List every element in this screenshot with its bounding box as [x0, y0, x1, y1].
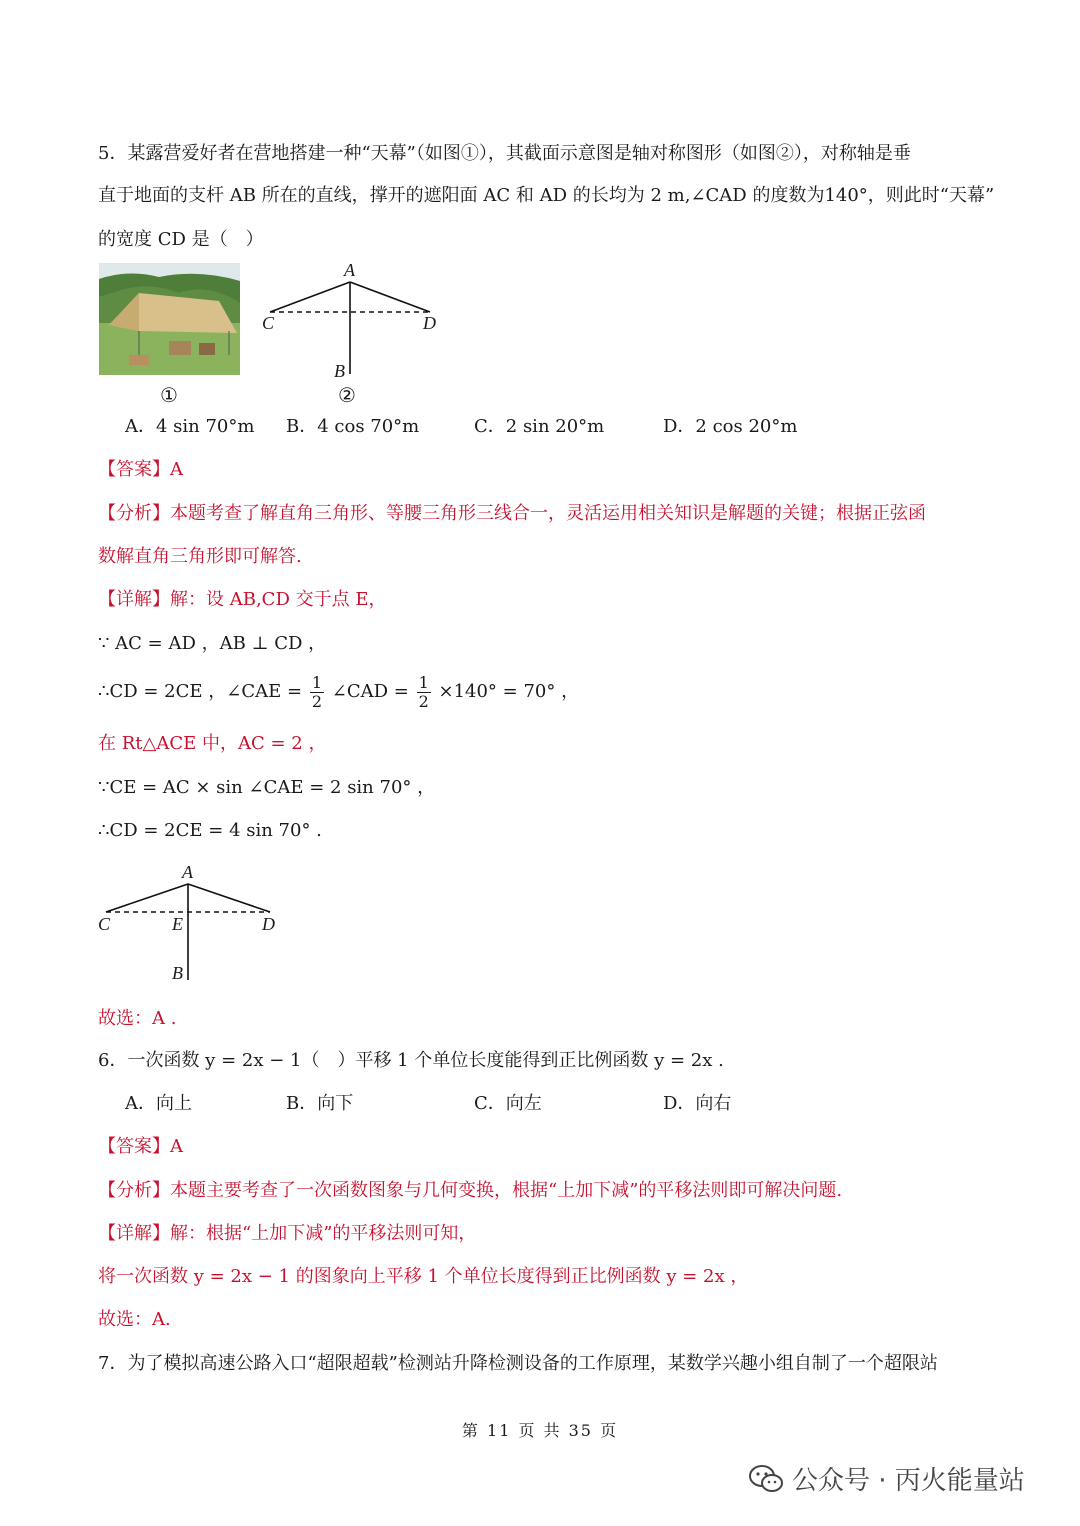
q5-stem-line2: 直于地面的支杆 AB 所在的直线，撑开的遮阳面 AC 和 AD 的长均为 2 m,∠CAD 的度数为140°，则此时“天幕”	[98, 185, 995, 206]
q5-step2-part-c: ×140° = 70° ，	[438, 681, 580, 702]
fraction-half-2	[417, 674, 431, 711]
fig2-label-A: A	[344, 260, 355, 280]
q7-stem: 7．为了模拟高速公路入口“超限超载”检测站升降检测设备的工作原理，某数学兴趣小组自制了一个超限站	[98, 1353, 938, 1374]
fig2-caption: ②	[338, 383, 356, 407]
fig2-label-B: B	[334, 361, 345, 381]
q5-option-b: B．4 cos 70°m	[286, 416, 420, 437]
fig3-label-D: D	[262, 914, 275, 934]
q5-option-a: A．4 sin 70°m	[125, 416, 255, 437]
q6-detail-line2: 将一次函数 y = 2x − 1 的图象向上平移 1 个单位长度得到正比例函数 y = 2x ，	[98, 1266, 749, 1287]
q5-detail-tag: 【详解】	[98, 589, 170, 610]
q5-conclusion: 故选：A .	[98, 1008, 177, 1029]
tent-photo	[99, 263, 240, 375]
q6-conclusion: 故选：A.	[98, 1309, 171, 1330]
page-footer: 第 11 页 共 35 页	[461, 1421, 619, 1440]
fig3-label-C: C	[98, 914, 111, 934]
fig2-label-C: C	[262, 313, 275, 333]
q6-answer-tag: 【答案】	[98, 1136, 170, 1157]
q6-option-a: A．向上	[125, 1093, 192, 1114]
fig3-label-B: B	[172, 963, 183, 983]
fraction-numerator: 1	[418, 672, 429, 692]
q5-step2	[98, 672, 579, 712]
q6-stem: 6．一次函数 y = 2x − 1（ ）平移 1 个单位长度能得到正比例函数 y = 2x .	[98, 1050, 724, 1071]
q5-analysis-text1: 本题考查了解直角三角形、等腰三角形三线合一，灵活运用相关知识是解题的关键；根据正弦函	[170, 503, 926, 524]
q5-detail-text0: 解：设 AB,CD 交于点 E，	[170, 589, 387, 610]
q6-detail-text1: 解：根据“上加下减”的平移法则可知，	[170, 1223, 477, 1244]
q5-answer-tag: 【答案】	[98, 459, 170, 480]
fig3-label-A: A	[182, 862, 193, 882]
q6-option-d: D．向右	[663, 1093, 732, 1114]
q5-step2-part-a: ∴CD = 2CE ，∠CAE =	[98, 681, 303, 702]
q5-analysis-tag: 【分析】	[98, 503, 170, 524]
q5-option-d: D．2 cos 20°m	[663, 416, 798, 437]
fraction-half-1	[310, 674, 324, 711]
q6-answer	[98, 1135, 183, 1159]
q5-step5: ∴CD = 2CE = 4 sin 70° .	[98, 820, 322, 841]
q5-step2-part-b: ∠CAD =	[331, 681, 409, 702]
q5-detail-line0	[98, 588, 386, 612]
q6-detail-line1	[98, 1222, 476, 1246]
fig3-label-E: E	[172, 914, 183, 934]
wechat-icon	[748, 1464, 784, 1494]
q6-option-b: B．向下	[286, 1093, 354, 1114]
q5-step4: ∵CE = AC × sin ∠CAE = 2 sin 70° ，	[98, 777, 436, 798]
q6-option-c: C．向左	[474, 1093, 542, 1114]
fraction-denominator: 2	[418, 691, 429, 711]
fig1-caption: ①	[160, 383, 178, 407]
q5-step3: 在 Rt△ACE 中，AC = 2 ，	[98, 733, 327, 754]
q5-stem-line3: 的宽度 CD 是（ ）	[98, 229, 264, 250]
watermark	[748, 1460, 1025, 1497]
q5-answer	[98, 458, 183, 482]
q5-answer-value: A	[170, 459, 183, 480]
q6-detail-tag: 【详解】	[98, 1223, 170, 1244]
watermark-text: 公众号 · 丙火能量站	[792, 1466, 1025, 1496]
q6-analysis-text: 本题主要考查了一次函数图象与几何变换，根据“上加下减”的平移法则即可解决问题.	[170, 1180, 843, 1201]
q5-option-c: C．2 sin 20°m	[474, 416, 605, 437]
q6-answer-value: A	[170, 1136, 183, 1157]
q6-analysis-tag: 【分析】	[98, 1180, 170, 1201]
q5-analysis-line2: 数解直角三角形即可解答.	[98, 546, 302, 567]
fig2-label-D: D	[423, 313, 436, 333]
fraction-numerator: 1	[311, 672, 322, 692]
q6-analysis	[98, 1179, 842, 1203]
fraction-denominator: 2	[311, 691, 322, 711]
q5-analysis-line1	[98, 502, 926, 526]
q5-step1: ∵ AC = AD ，AB ⊥ CD ，	[98, 633, 327, 654]
q5-stem-line1: 5．某露营爱好者在营地搭建一种“天幕”（如图①），其截面示意图是轴对称图形（如图②），对称轴是垂	[98, 143, 911, 164]
